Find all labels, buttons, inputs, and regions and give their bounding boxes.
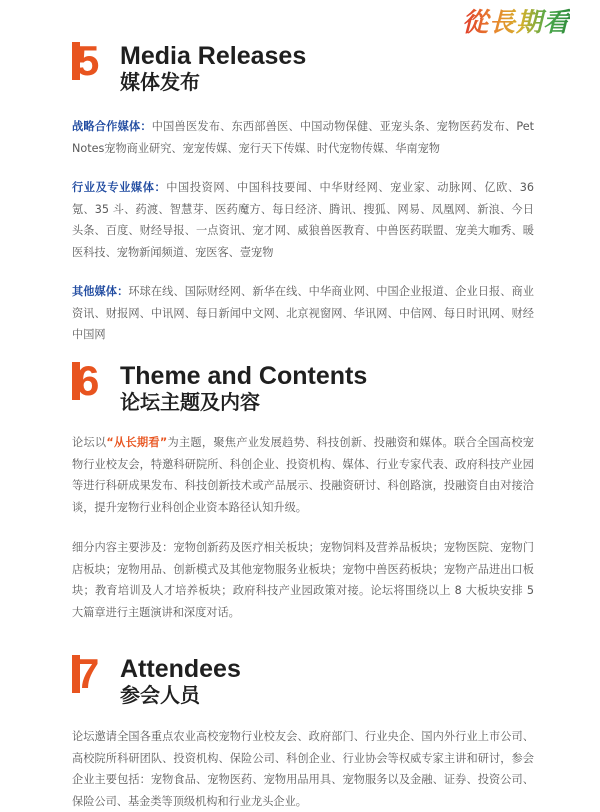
group-text: 中国兽医发布、东西部兽医、中国动物保健、亚宠头条、宠物医药发布、Pet Notes宠物商业研究、宠宠传媒、宠行天下传媒、时代宠物传媒、华南宠物 [72, 120, 534, 155]
theme-paragraph-2: 细分内容主要涉及：宠物创新药及医疗相关板块；宠物饲料及营养品板块；宠物医院、宠物门店板块；宠物用品、创新模式及其他宠物服务业板块；宠物中兽医药板块；宠物产品进出口板块；教育培训及人才培养板块；政府科技产业园政策对接。论坛将围绕以上 8 大板块安排 5 大篇章进行主题演讲和深度对话。 [72, 541, 534, 619]
section-title-cn: 论坛主题及内容 [120, 390, 260, 414]
section-title-en: Attendees [120, 655, 241, 683]
group-text: 中国投资网、中国科技要闻、中华财经网、宠业家、动脉网、亿欧、36 氪、35 斗、药渡、智慧芽、医药魔方、每日经济、腾讯、搜狐、网易、凤凰网、新浪、今日头条、百度、财经导报、一点资讯、宠才网、威狼兽医教育、中兽医药联盟、宠美大咖秀、暖医科技、宠物新闻频道、宠医客、壹宠物 [72, 181, 534, 259]
section-title-cn: 参会人员 [120, 683, 200, 707]
theme-highlight: “从长期看” [106, 436, 168, 449]
section-title-cn: 媒体发布 [120, 70, 200, 94]
brand-logo: 從長期看 [462, 2, 570, 39]
group-label: 行业及专业媒体： [72, 181, 167, 194]
section-6-header [72, 357, 368, 414]
media-group-industry [72, 177, 534, 263]
section-number: 5 [76, 37, 100, 84]
theme-paragraph-1 [72, 432, 534, 518]
group-text: 环球在线、国际财经网、新华在线、中华商业网、中国企业报道、企业日报、商业资讯、财报网、中讯网、每日新闻中文网、北京视窗网、华讯网、中信网、每日时讯网、财经中国网 [72, 285, 534, 341]
section-number-badge [72, 357, 106, 404]
section-number-badge [72, 650, 106, 697]
section-5-header [72, 37, 307, 94]
attendees-paragraph: 论坛邀请全国各重点农业高校宠物行业校友会、政府部门、行业央企、国内外行业上市公司、高校院所科研团队、投资机构、保险公司、科创企业、行业协会等权威专家主讲和研讨，参会企业主要包括：宠物食品、宠物医药、宠物用品用具、宠物服务以及金融、证券、投资公司、保险公司、基金类等顶级机构和行业龙头企业。 [72, 730, 534, 808]
theme-prefix: 论坛以 [72, 436, 107, 449]
section-number: 6 [76, 357, 100, 404]
section-number-badge [72, 37, 106, 84]
media-group-other [72, 281, 534, 346]
section-title-en: Theme and Contents [120, 362, 368, 390]
section-number: 7 [76, 650, 100, 697]
group-label: 其他媒体： [72, 285, 129, 298]
section-7-header [72, 650, 241, 707]
theme-rest: 为主题，聚焦产业发展趋势、科技创新、投融资和媒体。联合全国高校宠物行业校友会，特邀科研院所、科创企业、投资机构、媒体、行业专家代表、政府科技产业园等进行科研成果发布、科技创新技术或产品展示、投融资研讨、科创路演，投融资自由对接洽谈，提升宠物行业科创企业资本路径认知升级。 [72, 436, 534, 514]
section-title-en: Media Releases [120, 42, 307, 70]
group-label: 战略合作媒体： [72, 120, 152, 133]
media-group-strategic [72, 116, 534, 159]
